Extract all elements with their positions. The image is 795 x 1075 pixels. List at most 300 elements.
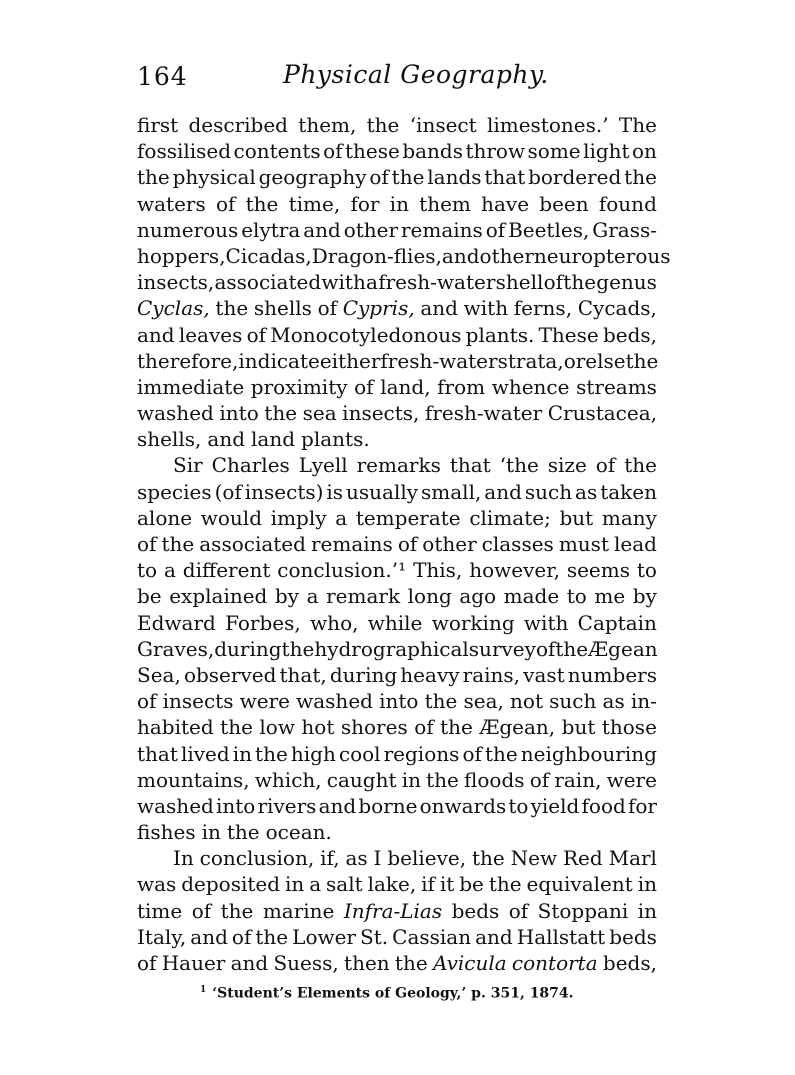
word: streams <box>576 374 657 399</box>
word: while <box>367 610 423 635</box>
word: if <box>421 872 435 897</box>
word: different <box>182 558 271 583</box>
word: Cycads, <box>577 296 657 321</box>
word: be <box>137 584 162 609</box>
word: insects) <box>244 479 324 504</box>
word: that <box>449 453 491 478</box>
word: light <box>583 139 630 164</box>
word: a <box>163 558 176 583</box>
word: elytra <box>241 217 301 242</box>
word: associated <box>199 532 306 556</box>
word: contorta <box>511 951 598 975</box>
word: observed <box>183 662 277 687</box>
word: have <box>481 191 530 216</box>
word: St. <box>360 924 389 949</box>
word: regions <box>383 741 460 766</box>
word: survey <box>468 636 536 661</box>
word: ago <box>459 584 497 609</box>
word: In <box>173 846 194 871</box>
word: made <box>503 584 560 609</box>
word: beds, <box>602 951 657 975</box>
word: These <box>538 322 599 347</box>
word: explained <box>169 584 268 609</box>
word: indicate <box>238 348 320 373</box>
word: waters <box>137 191 206 216</box>
word: but <box>561 715 596 740</box>
word: New <box>510 846 558 871</box>
word: in <box>201 820 221 845</box>
word: in <box>637 872 657 897</box>
word: them, <box>298 113 357 137</box>
word: the <box>245 191 279 216</box>
word: and <box>420 296 458 321</box>
word: them <box>419 191 471 216</box>
word: is <box>326 479 344 504</box>
word: rivers <box>257 793 317 818</box>
word: associated <box>214 270 322 295</box>
word: bordered <box>528 165 622 190</box>
word: sea <box>302 401 337 426</box>
word: and <box>190 924 228 949</box>
word: and <box>230 951 269 975</box>
word: I <box>373 846 382 871</box>
word: of <box>369 165 389 190</box>
word: numbers <box>567 662 657 687</box>
word: be <box>459 872 484 897</box>
text-line <box>137 426 657 452</box>
page-header <box>137 62 659 102</box>
word: plants. <box>301 427 370 452</box>
text-line <box>137 479 657 505</box>
word: bands <box>402 139 463 164</box>
word: me <box>594 584 626 609</box>
word: hydrographical <box>314 636 469 661</box>
word: remains <box>310 532 393 556</box>
word: to <box>566 584 587 609</box>
word: the <box>440 715 473 740</box>
page-number: 164 <box>137 62 188 91</box>
word: those <box>601 715 657 740</box>
word: marine <box>262 898 335 923</box>
word: these <box>345 139 400 164</box>
text-line <box>137 767 657 793</box>
word: Hallstatt <box>516 924 606 949</box>
word: the <box>255 741 288 766</box>
word: were <box>606 767 657 792</box>
word: therefore, <box>137 348 239 373</box>
word: of <box>414 715 434 740</box>
word: yield <box>530 793 580 818</box>
word: Ægean <box>588 636 658 661</box>
word: small, <box>421 479 482 504</box>
word: Italy, <box>137 924 187 949</box>
word: borne <box>358 793 418 818</box>
text-line <box>137 531 657 557</box>
word: This, <box>413 558 463 583</box>
word: washed <box>137 793 214 818</box>
word: time, <box>288 191 341 216</box>
word: usually <box>346 479 419 504</box>
word: first <box>137 113 179 137</box>
text-line <box>137 793 657 819</box>
word: Grass- <box>592 217 657 242</box>
word: of <box>191 898 212 923</box>
word: The <box>618 113 657 137</box>
word: alone <box>137 505 193 530</box>
word: lands <box>427 165 482 190</box>
text-line <box>137 688 657 714</box>
word: either <box>319 348 381 373</box>
word: Cassian <box>392 924 472 949</box>
word: Forbes, <box>225 610 301 635</box>
word: other <box>343 217 399 242</box>
word: of <box>595 453 616 478</box>
word: some <box>527 139 581 164</box>
word: ocean. <box>265 820 332 845</box>
word: imply <box>270 505 327 530</box>
word: whence <box>491 374 570 399</box>
word: of <box>215 191 236 216</box>
word: it <box>439 872 455 897</box>
word: and <box>318 793 357 818</box>
word: into <box>219 401 259 426</box>
text-line <box>137 138 657 164</box>
word: that <box>484 165 526 190</box>
text-line <box>137 452 657 478</box>
word: Crustacea, <box>547 401 657 426</box>
word: and <box>303 217 341 242</box>
word: leaves <box>178 322 243 347</box>
word: long <box>407 584 452 609</box>
word: the <box>264 401 298 426</box>
word: in <box>232 741 252 766</box>
word: fresh-water <box>424 401 543 426</box>
word: the <box>161 532 195 556</box>
word: the <box>226 820 260 845</box>
word: genus <box>596 270 657 295</box>
text-line <box>137 505 657 531</box>
word: and <box>207 427 246 452</box>
word: Stoppani <box>537 898 629 923</box>
text-line <box>137 164 657 190</box>
word: Dragon-flies, <box>311 243 442 268</box>
text-line <box>137 583 657 609</box>
word: land <box>251 427 296 452</box>
text-line <box>137 295 657 321</box>
word: as <box>575 479 598 504</box>
word: shell <box>495 270 544 295</box>
paragraph <box>137 112 671 452</box>
word: the <box>563 270 597 295</box>
word: rain, <box>554 767 602 792</box>
word: Marl <box>608 846 657 871</box>
word: as <box>602 689 625 714</box>
word: the <box>426 767 459 792</box>
word: that, <box>279 662 327 687</box>
running-title: Physical Geography. <box>283 60 549 89</box>
text-line <box>137 741 657 767</box>
word: washed <box>296 689 373 714</box>
word: the <box>624 165 657 190</box>
word: a <box>309 872 322 897</box>
word: onwards <box>419 793 507 818</box>
text-line <box>137 610 657 636</box>
text-line <box>137 322 657 348</box>
word: the <box>555 636 589 661</box>
word: Charles <box>211 453 290 478</box>
word: of <box>323 139 343 164</box>
word: and <box>484 479 522 504</box>
text-line <box>137 950 657 976</box>
word: throw <box>465 139 526 164</box>
word: with <box>321 270 366 295</box>
word: the <box>215 296 249 321</box>
word: insects <box>162 689 234 714</box>
word: many <box>601 505 657 530</box>
word: a <box>366 270 378 295</box>
word: immediate <box>137 374 245 399</box>
word: the <box>424 689 458 714</box>
word: Lyell <box>298 453 348 478</box>
word: mountains, <box>137 767 250 792</box>
text-line <box>137 662 657 688</box>
word: conclusion, <box>199 846 315 871</box>
word: hoppers, <box>137 243 226 268</box>
word: of <box>246 322 267 347</box>
word: lake, <box>367 872 417 897</box>
word: the <box>625 348 659 373</box>
word: must <box>558 532 609 556</box>
text-line <box>137 819 657 845</box>
word: working <box>431 610 515 635</box>
word: remark <box>326 584 401 609</box>
word: beds, <box>602 322 657 347</box>
word: in- <box>630 689 657 714</box>
word: physical <box>172 165 256 190</box>
word: neuropterous <box>533 243 671 268</box>
word: the <box>366 113 400 137</box>
word: that <box>137 741 178 766</box>
word: taken <box>600 479 657 504</box>
word: in <box>389 191 409 216</box>
footnote-text: ‘Student’s Elements of Geology,’ p. 351, 1874. <box>212 985 574 1002</box>
word: Cypris, <box>342 296 415 321</box>
word: the <box>220 898 254 923</box>
word: were <box>239 689 290 714</box>
text-line <box>137 348 657 374</box>
text-line <box>137 845 657 871</box>
word: for <box>627 793 657 818</box>
word: fresh-water <box>378 270 496 295</box>
word: to <box>636 558 657 583</box>
word: species <box>137 479 212 504</box>
word: caught <box>326 767 397 792</box>
footnote-marker: 1 <box>200 985 207 995</box>
text-line <box>137 924 657 950</box>
word: shores <box>340 715 408 740</box>
word: was <box>137 872 177 897</box>
word: of <box>462 741 482 766</box>
word: to <box>137 558 158 583</box>
word: Cyclas, <box>137 296 210 321</box>
word: shells <box>253 296 312 321</box>
paragraph <box>137 845 657 976</box>
word: Infra-Lias <box>343 898 443 923</box>
word: during <box>214 636 282 661</box>
word: equivalent <box>526 872 633 897</box>
word: salt <box>326 872 363 897</box>
word: temperate <box>355 505 461 530</box>
word: a <box>335 505 348 530</box>
word: in <box>637 898 657 923</box>
word: beds <box>609 924 657 949</box>
word: fossilised <box>137 139 232 164</box>
word: with <box>463 296 509 321</box>
word: fresh-water <box>380 348 498 373</box>
word: Lower <box>292 924 356 949</box>
word: or <box>563 348 586 373</box>
word: time <box>137 898 183 923</box>
text-line <box>137 191 657 217</box>
word: neighbouring <box>520 741 657 766</box>
word: of <box>529 767 550 792</box>
word: such <box>524 479 573 504</box>
word: conclusion.’¹ <box>277 558 407 583</box>
word: Sir <box>173 453 203 478</box>
word: vast <box>523 662 565 687</box>
footnote <box>200 985 640 1002</box>
word: rains, <box>462 662 521 687</box>
word: habited <box>137 715 214 740</box>
text-line <box>137 217 657 243</box>
word: a <box>306 584 319 609</box>
word: of <box>137 532 157 556</box>
text-line <box>137 374 657 400</box>
word: Red <box>563 846 603 871</box>
text-line <box>137 557 657 583</box>
text-line <box>137 898 657 924</box>
text-line <box>137 871 657 897</box>
word: and <box>475 924 513 949</box>
text-line <box>137 243 671 269</box>
word: of <box>485 217 506 242</box>
word: in <box>284 872 305 897</box>
word: sea, <box>463 689 504 714</box>
word: not <box>510 689 543 714</box>
word: from <box>437 374 486 399</box>
word: insects, <box>137 270 215 295</box>
word: floods <box>464 767 525 792</box>
word: high <box>290 741 336 766</box>
word: ferns, <box>513 296 573 321</box>
word: plants. <box>465 322 535 347</box>
word: climate; <box>469 505 551 530</box>
word: Cicadas, <box>225 243 312 268</box>
word: seems <box>566 558 630 583</box>
word: of <box>543 270 564 295</box>
word: and <box>137 322 175 347</box>
word: which, <box>254 767 322 792</box>
word: the <box>220 715 253 740</box>
body-text <box>137 112 671 976</box>
word: to <box>508 793 529 818</box>
word: beds <box>451 898 500 923</box>
word: Sea, <box>137 662 181 687</box>
word: who, <box>310 610 359 635</box>
word: but <box>559 505 594 530</box>
word: Edward <box>137 610 216 635</box>
word: and <box>441 243 480 268</box>
word: Ægean, <box>479 715 556 740</box>
word: Monocotyledonous <box>270 322 462 347</box>
word: Suess, <box>273 951 339 975</box>
word: washed <box>137 401 214 426</box>
word: by <box>274 584 300 609</box>
word: numerous <box>137 217 239 242</box>
word: limestones.’ <box>486 113 609 137</box>
word: would <box>200 505 262 530</box>
word: for <box>350 191 380 216</box>
word: remarks <box>356 453 441 478</box>
word: insects, <box>342 401 420 426</box>
text-line <box>137 714 657 740</box>
word: Avicula <box>432 951 507 975</box>
word: of <box>535 636 556 661</box>
word: Captain <box>577 610 657 635</box>
word: the <box>624 453 657 478</box>
word: of <box>137 689 157 714</box>
word: lived <box>180 741 230 766</box>
word: of <box>508 898 529 923</box>
word: the <box>391 165 425 190</box>
word: shells, <box>137 427 202 452</box>
text-line <box>137 636 657 662</box>
word: of <box>354 374 374 399</box>
word: contents <box>233 139 321 164</box>
word: cool <box>338 741 381 766</box>
word: the <box>137 165 170 190</box>
word: food <box>581 793 626 818</box>
word: remains <box>400 217 483 242</box>
word: strata, <box>497 348 564 373</box>
word: in <box>401 767 421 792</box>
word: of <box>397 532 418 556</box>
word: on <box>632 139 657 164</box>
word: however, <box>469 558 560 583</box>
word: been <box>539 191 589 216</box>
word: such <box>549 689 597 714</box>
word: (of <box>214 479 242 504</box>
word: hot <box>301 715 335 740</box>
paragraph <box>137 452 657 845</box>
word: size <box>547 453 587 478</box>
word: the <box>394 951 428 975</box>
word: of <box>137 951 157 975</box>
word: the <box>484 741 518 766</box>
word: the <box>255 924 289 949</box>
word: with <box>523 610 569 635</box>
word: fishes <box>137 820 196 845</box>
word: the <box>281 636 315 661</box>
word: heavy <box>400 662 460 687</box>
word: lead <box>614 532 657 556</box>
word: deposited <box>181 872 281 897</box>
word: classes <box>481 532 554 556</box>
word: Beetles, <box>508 217 590 242</box>
word: described <box>188 113 288 137</box>
word: ‘insect <box>409 113 477 137</box>
word: land, <box>380 374 431 399</box>
